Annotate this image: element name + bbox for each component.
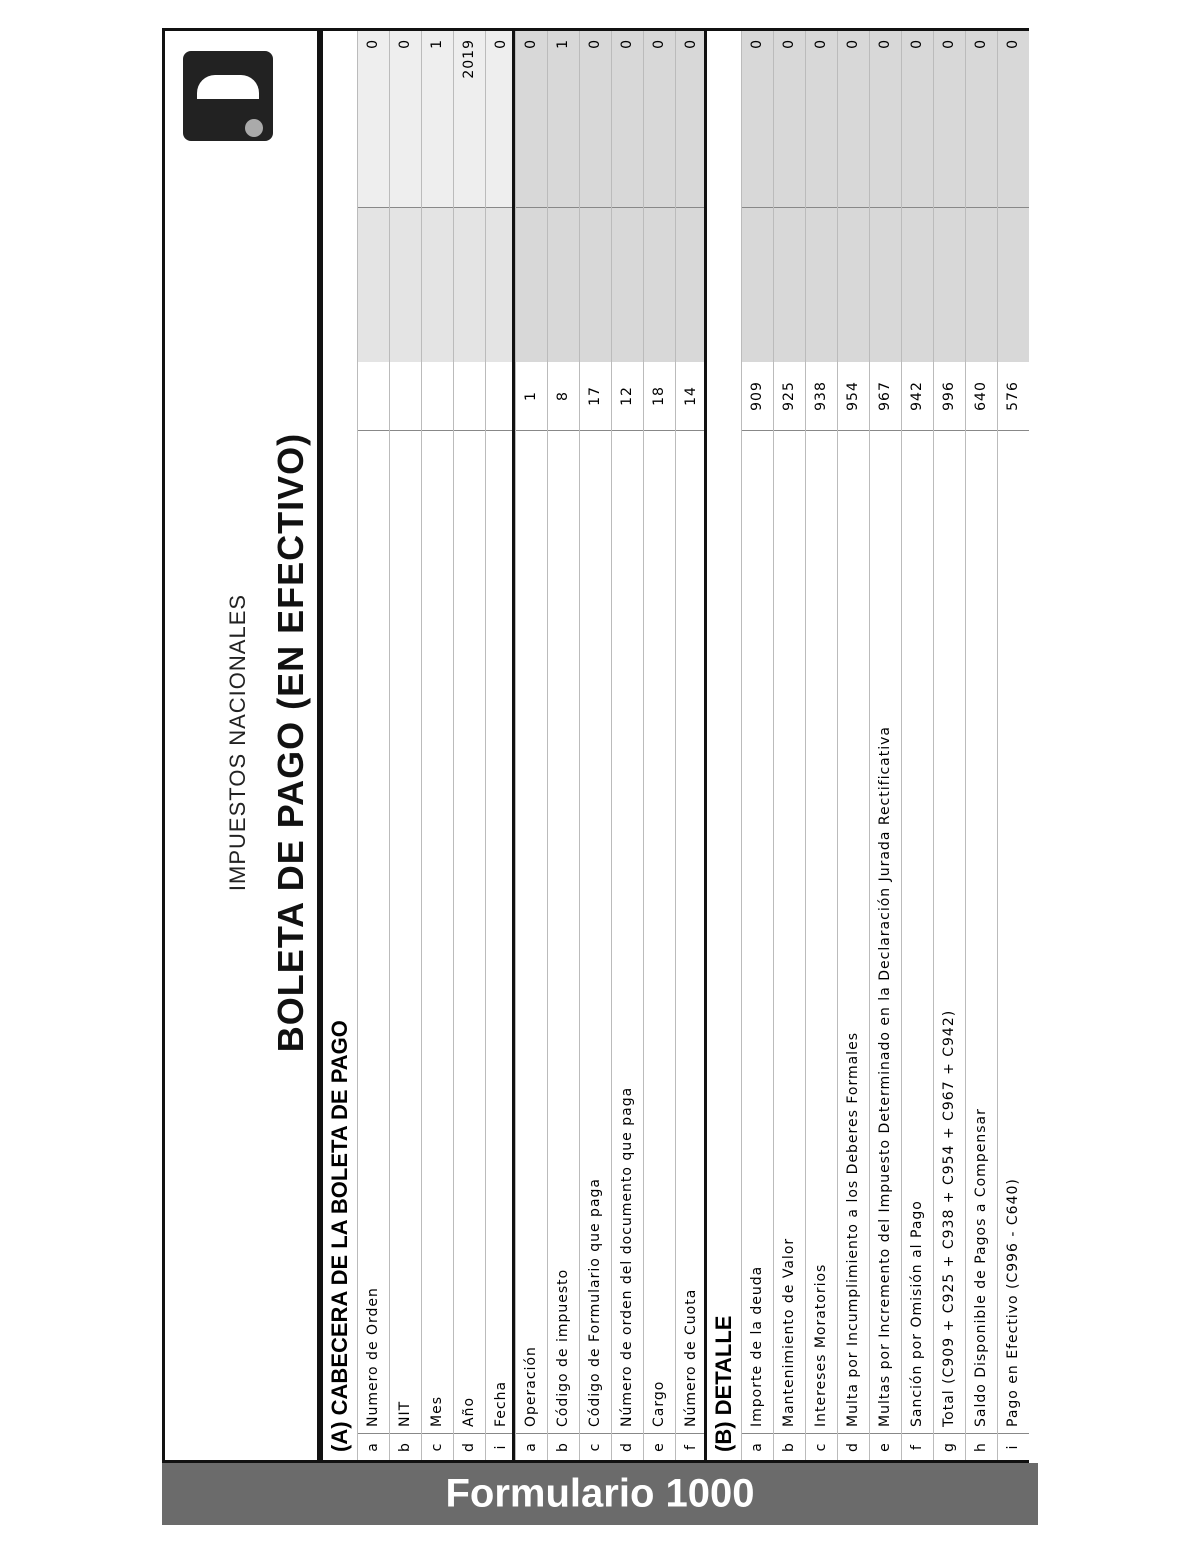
section-a-rows	[357, 31, 517, 1460]
row-letter: b	[774, 1433, 805, 1460]
row-letter: f	[902, 1433, 933, 1460]
form-title: BOLETA DE PAGO (EN EFECTIVO)	[270, 432, 311, 1053]
row-letter: c	[580, 1433, 611, 1460]
form-row	[901, 31, 933, 1460]
row-code: 18	[644, 362, 675, 431]
row-label: Numero de Orden	[365, 1287, 381, 1427]
row-value-field[interactable]: 0	[390, 31, 421, 208]
row-letter: b	[548, 1433, 579, 1460]
row-shade	[612, 208, 643, 362]
footer-title: Formulario 1000	[445, 1471, 755, 1516]
row-letter: e	[644, 1433, 675, 1460]
rotated-form	[162, 28, 1038, 1525]
row-shade	[870, 208, 901, 362]
row-label: Saldo Disponible de Pagos a Compensar	[973, 1108, 989, 1427]
form-row	[515, 31, 547, 1460]
form-row	[357, 31, 389, 1460]
row-label: Número de Cuota	[683, 1288, 699, 1427]
row-shade	[422, 208, 453, 362]
form-row	[933, 31, 965, 1460]
form-row	[453, 31, 485, 1460]
row-shade	[966, 208, 997, 362]
footer-band	[162, 1463, 1038, 1525]
row-shade	[548, 208, 579, 362]
row-code: 938	[806, 362, 837, 431]
row-shade	[644, 208, 675, 362]
row-shade	[676, 208, 707, 362]
row-code: 996	[934, 362, 965, 431]
row-shade	[934, 208, 965, 362]
row-label: Código de impuesto	[555, 1268, 571, 1427]
row-value-field[interactable]: 0	[644, 31, 675, 208]
row-code	[390, 362, 421, 431]
row-value-field[interactable]: 0	[774, 31, 805, 208]
row-letter: g	[934, 1433, 965, 1460]
section-a2	[512, 28, 710, 1463]
row-value-field[interactable]: 1	[548, 31, 579, 208]
row-value-field[interactable]: 0	[966, 31, 997, 208]
row-label: Total (C909 + C925 + C938 + C954 + C967 + C942)	[941, 1009, 957, 1427]
row-letter: d	[612, 1433, 643, 1460]
form-row	[579, 31, 611, 1460]
form-row	[643, 31, 675, 1460]
row-shade	[902, 208, 933, 362]
row-code: 640	[966, 362, 997, 431]
row-letter: i	[998, 1433, 1029, 1460]
row-shade	[454, 208, 485, 362]
footer-title-wrap	[162, 1463, 1038, 1525]
row-label: Código de Formulario que paga	[587, 1178, 603, 1427]
row-letter: h	[966, 1433, 997, 1460]
section-b-title: (B) DETALLE	[711, 1315, 736, 1452]
row-label: Pago en Efectivo (C996 - C640)	[1005, 1178, 1021, 1427]
form-row	[675, 31, 707, 1460]
row-letter: i	[486, 1433, 517, 1460]
row-letter: e	[870, 1433, 901, 1460]
row-value-field[interactable]: 0	[516, 31, 547, 208]
row-label: Número de orden del documento que paga	[619, 1086, 635, 1427]
row-letter: c	[806, 1433, 837, 1460]
row-shade	[358, 208, 389, 362]
row-code	[422, 362, 453, 431]
row-value-field[interactable]: 0	[742, 31, 773, 208]
form-row	[773, 31, 805, 1460]
row-label: Año	[461, 1396, 477, 1427]
row-value-field[interactable]: 2019	[454, 31, 485, 208]
row-shade	[806, 208, 837, 362]
row-shade	[580, 208, 611, 362]
row-label: Fecha	[493, 1380, 509, 1427]
row-code: 954	[838, 362, 869, 431]
row-letter: a	[742, 1433, 773, 1460]
logo-dot	[245, 119, 263, 137]
section-a-title: (A) CABECERA DE LA BOLETA DE PAGO	[327, 1020, 352, 1452]
row-shade	[838, 208, 869, 362]
row-label: Operación	[523, 1346, 539, 1427]
row-label: Multas por Incremento del Impuesto Determinado en la Declaración Jurada Rectificativa	[877, 726, 893, 1427]
row-value-field[interactable]: 1	[422, 31, 453, 208]
row-shade	[742, 208, 773, 362]
header-box	[162, 28, 320, 1463]
logo-shape-inner	[197, 99, 259, 117]
row-value-field[interactable]: 0	[676, 31, 707, 208]
row-code: 8	[548, 362, 579, 431]
row-label: Cargo	[651, 1380, 667, 1427]
row-label: Mes	[429, 1396, 445, 1427]
row-value-field[interactable]: 0	[998, 31, 1029, 208]
row-letter: d	[454, 1433, 485, 1460]
agency-name: IMPUESTOS NACIONALES	[225, 593, 250, 892]
row-code: 909	[742, 362, 773, 431]
row-letter: b	[390, 1433, 421, 1460]
row-value-field[interactable]: 0	[580, 31, 611, 208]
form-content	[162, 28, 1038, 1463]
row-letter: f	[676, 1433, 707, 1460]
section-a2-rows	[515, 31, 707, 1460]
row-code: 576	[998, 362, 1029, 431]
row-letter: a	[516, 1433, 547, 1460]
row-value-field[interactable]: 0	[934, 31, 965, 208]
row-value-field[interactable]: 0	[870, 31, 901, 208]
row-code: 967	[870, 362, 901, 431]
form-row	[421, 31, 453, 1460]
form-row	[547, 31, 579, 1460]
form-row	[997, 31, 1029, 1460]
form-row	[805, 31, 837, 1460]
row-label: Sanción por Omisión al Pago	[909, 1200, 925, 1427]
row-value-field[interactable]: 0	[358, 31, 389, 208]
row-label: NIT	[397, 1400, 413, 1427]
row-value-field[interactable]: 0	[902, 31, 933, 208]
row-shade	[516, 208, 547, 362]
row-value-field[interactable]: 0	[838, 31, 869, 208]
row-letter: a	[358, 1433, 389, 1460]
form-row	[837, 31, 869, 1460]
section-b	[704, 28, 1029, 1463]
form-row	[741, 31, 773, 1460]
row-code: 17	[580, 362, 611, 431]
row-letter: c	[422, 1433, 453, 1460]
row-shade	[774, 208, 805, 362]
form-row	[965, 31, 997, 1460]
row-code	[454, 362, 485, 431]
row-code: 12	[612, 362, 643, 431]
row-code: 925	[774, 362, 805, 431]
row-value-field[interactable]: 0	[806, 31, 837, 208]
row-code	[358, 362, 389, 431]
row-label: Intereses Moratorios	[813, 1263, 829, 1427]
row-shade	[390, 208, 421, 362]
section-b-rows	[741, 31, 1029, 1460]
row-shade	[998, 208, 1029, 362]
row-label: Mantenimiento de Valor	[781, 1237, 797, 1427]
form-row	[389, 31, 421, 1460]
row-value-field[interactable]: 0	[612, 31, 643, 208]
row-code: 942	[902, 362, 933, 431]
form-page	[162, 28, 1038, 1525]
agency-logo-icon	[183, 51, 273, 141]
row-letter: d	[838, 1433, 869, 1460]
row-label: Multa por Incumplimiento a los Deberes Formales	[845, 1032, 861, 1427]
row-label: Importe de la deuda	[749, 1265, 765, 1427]
form-row	[869, 31, 901, 1460]
row-value-field[interactable]: 0	[486, 31, 517, 208]
row-code: 1	[516, 362, 547, 431]
form-row	[611, 31, 643, 1460]
row-code: 14	[676, 362, 707, 431]
section-a	[320, 28, 520, 1463]
